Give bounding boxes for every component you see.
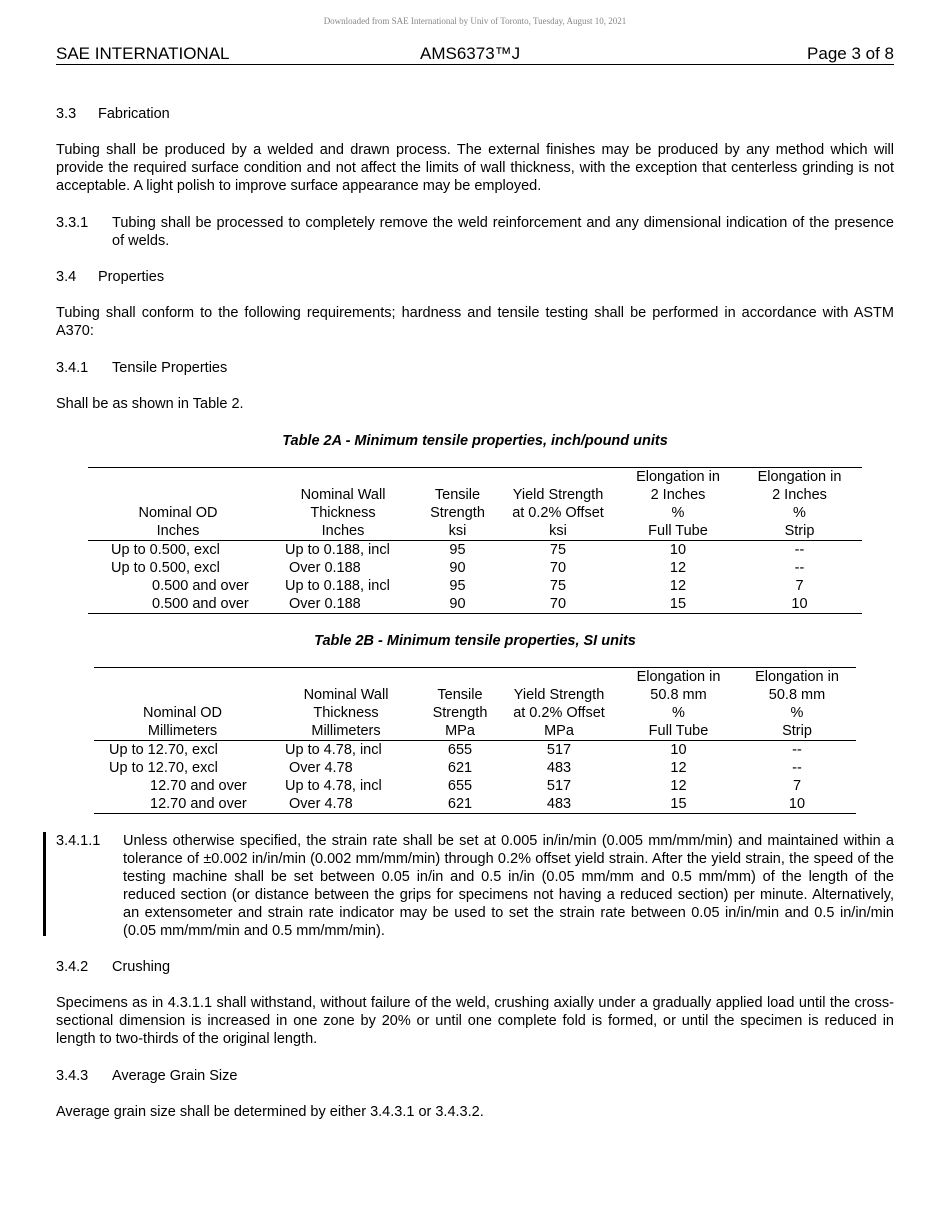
- crushing-paragraph: Specimens as in 4.3.1.1 shall withstand, without failure of the weld, crushing axially under a gradually applied load until the cross-sectional dimension is increased in one zone by 20% or until one complete fold is formed, or until the specimen is reduced in length to two-thirds of the original length.: [56, 995, 894, 1047]
- page-header: [56, 44, 894, 65]
- table-2a: [88, 467, 862, 614]
- table-row: [94, 795, 856, 814]
- section-3-4-2-heading: [56, 958, 170, 976]
- elong-tube-cell: 12: [669, 560, 687, 576]
- header-cell: Nominal OD: [138, 505, 218, 521]
- section-title: Crushing: [112, 959, 171, 975]
- elong-tube-cell: 15: [619, 595, 737, 614]
- header-cell: [418, 468, 497, 487]
- header-cell: Elongation in: [619, 468, 737, 487]
- header-cell: Strip: [738, 722, 856, 741]
- header-cell: %: [793, 505, 806, 521]
- elong-strip-cell: 10: [737, 595, 862, 614]
- header-cell: ksi: [418, 522, 497, 541]
- section-number: 3.4.2: [56, 959, 89, 975]
- section-3-4-1-1: [56, 832, 894, 940]
- wall-cell: Up to 0.188, incl: [285, 578, 390, 594]
- header-cell: Thickness: [310, 505, 376, 521]
- table-2b-caption: Table 2B - Minimum tensile properties, SI units: [314, 633, 636, 649]
- header-cell: Millimeters: [94, 722, 271, 741]
- header-document-id: AMS6373™J: [420, 44, 521, 63]
- section-title: Tensile Properties: [112, 360, 228, 376]
- header-cell: Elongation in: [737, 468, 862, 487]
- fabrication-paragraph: Tubing shall be produced by a welded and drawn process. The external finishes may be produced by any method which will provide the required surface condition and not affect the limits of wall thickness, with the exception that centerless grinding is not acceptable. A light polish to improve surface appearance may be employed.: [56, 142, 894, 194]
- table-row: [88, 595, 862, 614]
- section-number: 3.4.3: [56, 1068, 89, 1084]
- section-number: 3.3: [56, 106, 77, 122]
- grain-size-paragraph: Average grain size shall be determined by either 3.4.3.1 or 3.4.3.2.: [56, 1104, 484, 1120]
- elong-strip-cell: 7: [792, 778, 802, 794]
- elong-tube-cell: 12: [669, 578, 687, 594]
- section-text: Tubing shall be processed to completely remove the weld reinforcement and any dimensional indication of the presence of welds.: [112, 215, 894, 249]
- header-organization: SAE INTERNATIONAL: [56, 44, 230, 63]
- table-2a-caption: Table 2A - Minimum tensile properties, inch/pound units: [282, 433, 668, 449]
- yield-cell: 75: [549, 542, 567, 558]
- header-cell: [421, 668, 499, 687]
- header-cell: Nominal OD: [143, 705, 222, 721]
- header-cell: Elongation in: [738, 668, 856, 687]
- yield-cell: 75: [549, 578, 567, 594]
- header-cell: [94, 686, 271, 704]
- header-cell: 50.8 mm: [768, 687, 826, 703]
- elong-strip-cell: --: [792, 760, 802, 776]
- header-cell: [499, 668, 619, 687]
- tensile-cell: 655: [447, 778, 473, 794]
- section-number: 3.3.1: [56, 215, 89, 231]
- elong-strip-cell: 10: [738, 795, 856, 814]
- header-cell: at 0.2% Offset: [512, 505, 604, 521]
- yield-cell: 517: [546, 778, 572, 794]
- tensile-cell: 621: [421, 795, 499, 814]
- header-cell: %: [671, 505, 685, 521]
- tensile-cell: 90: [418, 595, 497, 614]
- header-cell: [88, 486, 268, 504]
- header-cell: Tensile: [437, 687, 483, 703]
- section-3-4-heading: [56, 268, 164, 286]
- header-cell: Inches: [268, 522, 418, 541]
- header-cell: Tensile: [434, 487, 481, 503]
- header-cell: Strength: [432, 705, 488, 721]
- header-cell: Full Tube: [619, 522, 737, 541]
- wall-cell: Up to 0.188, incl: [285, 542, 390, 558]
- yield-cell: 483: [546, 760, 572, 776]
- elong-strip-cell: --: [794, 542, 805, 558]
- yield-cell: 70: [549, 560, 567, 576]
- header-cell: [271, 668, 421, 687]
- table-reference-paragraph: Shall be as shown in Table 2.: [56, 396, 244, 412]
- section-number: 3.4: [56, 269, 77, 285]
- properties-paragraph: Tubing shall conform to the following requirements; hardness and tensile testing shall be performed in accordance with ASTM A370:: [56, 305, 894, 339]
- elong-tube-cell: 12: [670, 760, 687, 776]
- header-cell: Millimeters: [271, 722, 421, 741]
- table-2b: [94, 667, 856, 814]
- od-cell: Up to 12.70, excl: [109, 760, 218, 776]
- header-cell: Nominal Wall: [303, 687, 389, 703]
- header-cell: Inches: [88, 522, 268, 541]
- section-3-3-1: [56, 214, 894, 250]
- header-cell: Full Tube: [619, 722, 738, 741]
- tensile-cell: 95: [449, 542, 466, 558]
- section-title: Average Grain Size: [112, 1068, 238, 1084]
- od-cell: Up to 0.500, excl: [111, 542, 220, 558]
- table-row: [94, 741, 856, 760]
- section-number: 3.4.1: [56, 360, 89, 376]
- header-cell: Strip: [737, 522, 862, 541]
- header-cell: Thickness: [313, 705, 379, 721]
- wall-cell: Up to 4.78, incl: [285, 778, 382, 794]
- section-3-3-heading: [56, 105, 170, 123]
- table-row: [94, 777, 856, 795]
- download-watermark: Downloaded from SAE International by Univ of Toronto, Tuesday, August 10, 2021: [323, 16, 627, 26]
- header-cell: Elongation in: [619, 668, 738, 687]
- od-cell: Up to 0.500, excl: [111, 560, 220, 576]
- section-title: Fabrication: [98, 106, 170, 122]
- header-cell: 50.8 mm: [650, 687, 707, 703]
- section-3-4-1-heading: [56, 359, 227, 377]
- table-row: [88, 577, 862, 595]
- od-cell: Up to 12.70, excl: [109, 742, 218, 758]
- wall-cell: Over 0.188: [289, 560, 361, 576]
- table-row: [88, 559, 862, 577]
- header-cell: [94, 668, 271, 687]
- elong-strip-cell: --: [792, 742, 802, 758]
- yield-cell: 483: [499, 795, 619, 814]
- wall-cell: Over 0.188: [268, 595, 418, 614]
- header-cell: %: [672, 705, 685, 721]
- header-cell: 2 Inches: [772, 487, 827, 503]
- header-cell: 2 Inches: [650, 487, 706, 503]
- header-cell: [268, 468, 418, 487]
- wall-cell: Over 4.78: [271, 795, 421, 814]
- elong-tube-cell: 10: [670, 742, 687, 758]
- header-cell: Yield Strength: [513, 687, 605, 703]
- od-cell: 0.500 and over: [152, 578, 249, 594]
- section-number: 3.4.1.1: [56, 833, 101, 849]
- yield-cell: 517: [546, 742, 572, 758]
- header-cell: Nominal Wall: [300, 487, 386, 503]
- elong-tube-cell: 12: [670, 778, 687, 794]
- tensile-cell: 90: [449, 560, 466, 576]
- header-cell: [88, 468, 268, 487]
- header-cell: at 0.2% Offset: [513, 705, 605, 721]
- table-row: [88, 541, 862, 560]
- header-cell: Strength: [430, 505, 485, 521]
- revision-change-bar: [43, 832, 46, 936]
- header-page-number: Page 3 of 8: [807, 44, 894, 63]
- section-3-4-3-heading: [56, 1067, 237, 1085]
- od-cell: 12.70 and over: [150, 778, 247, 794]
- section-title: Properties: [98, 269, 165, 285]
- header-cell: ksi: [497, 522, 619, 541]
- tensile-cell: 621: [447, 760, 473, 776]
- od-cell: 0.500 and over: [88, 595, 268, 614]
- header-cell: MPa: [499, 722, 619, 741]
- wall-cell: Up to 4.78, incl: [285, 742, 382, 758]
- elong-tube-cell: 15: [619, 795, 738, 814]
- od-cell: 12.70 and over: [94, 795, 271, 814]
- elong-tube-cell: 10: [669, 542, 687, 558]
- wall-cell: Over 4.78: [289, 760, 353, 776]
- tensile-cell: 95: [449, 578, 466, 594]
- elong-strip-cell: --: [794, 560, 805, 576]
- elong-strip-cell: 7: [795, 578, 804, 594]
- header-cell: %: [790, 705, 804, 721]
- table-row: [94, 759, 856, 777]
- tensile-cell: 655: [447, 742, 473, 758]
- section-text: Unless otherwise specified, the strain rate shall be set at 0.005 in/in/min (0.005 mm/mm/min) and maintained within a tolerance of ±0.002 in/in/min (0.002 mm/mm/min) through 0.2% offset yield strain. After the yield strain, the speed of the testing machine shall be set between 0.05 in/in and 0.5 in/in (0.05 mm/mm and 0.5 mm/mm) of the length of the reduced section (or distance between the grips for specimens not having a reduced section) per minute. Alternatively, an extensometer and strain rate indicator may be used to set the strain rate between 0.05 in/in/min and 0.5 in/in/min (0.05 mm/mm/min and 0.5 mm/mm/min).: [123, 833, 894, 939]
- header-cell: Yield Strength: [512, 487, 604, 503]
- header-cell: MPa: [421, 722, 499, 741]
- yield-cell: 70: [497, 595, 619, 614]
- header-cell: [497, 468, 619, 487]
